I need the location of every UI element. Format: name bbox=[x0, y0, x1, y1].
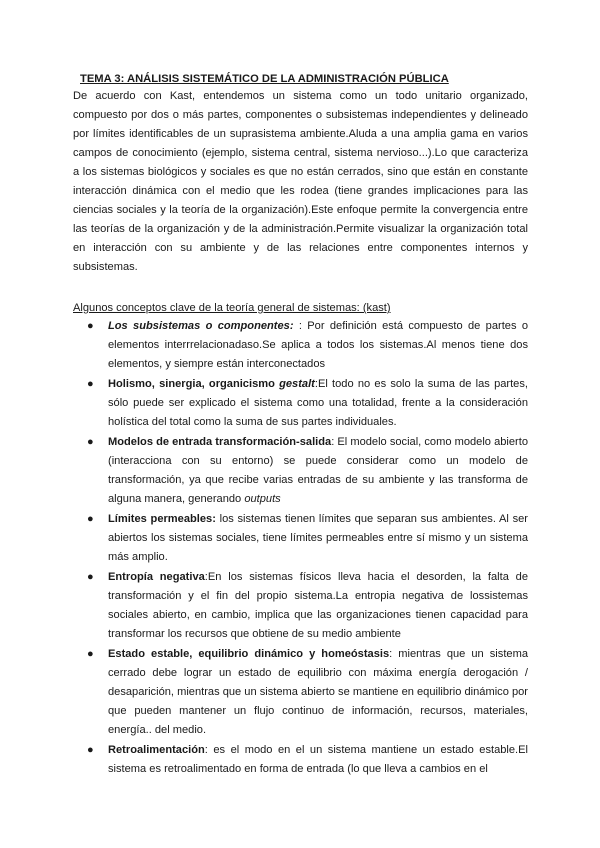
bullet-icon: ● bbox=[87, 744, 94, 756]
concept-term: Holismo, sinergia, organicismo bbox=[108, 378, 280, 390]
list-item bbox=[87, 645, 528, 740]
concept-text: : El modelo social, como modelo abierto (interacciona con su entorno) se puede considerar como un modelo de transformación, ya que recibe varias entradas de su ambiente y las transforma de alguna manera, generando bbox=[108, 436, 528, 505]
concept-text: :El todo no es solo la suma de las partes, sólo puede ser explicado el sistema como una totalidad, frente a la consideración holística del total como la suma de sus partes individuales. bbox=[108, 378, 528, 428]
bullet-icon: ● bbox=[87, 571, 94, 583]
page-title: TEMA 3: ANÁLISIS SISTEMÁTICO DE LA ADMINISTRACIÓN PÚBLICA bbox=[80, 73, 449, 85]
list-item bbox=[87, 317, 528, 374]
concept-text: : mientras que un sistema cerrado debe lograr un estado de equilibrio con máxima energía derogación / desaparición, mientras que un sistema abierto se mantiene en equilibrio dinámico por que pueden mantener un flujo continuo de información, recursos, materiales, energía.. del medio. bbox=[108, 648, 528, 736]
bullet-icon: ● bbox=[87, 378, 94, 390]
concepts-heading: Algunos conceptos clave de la teoría general de sistemas: (kast) bbox=[73, 302, 391, 314]
bullet-icon: ● bbox=[87, 320, 94, 332]
concept-term: Estado estable, equilibrio dinámico y homeóstasis bbox=[108, 648, 390, 660]
bullet-icon: ● bbox=[87, 648, 94, 660]
concept-term: Entropía negativa bbox=[108, 571, 205, 583]
concept-term-italic: gestalt bbox=[279, 378, 315, 390]
concept-term: Los subsistemas o componentes: bbox=[108, 320, 294, 332]
concept-text: los sistemas tienen límites que separan sus ambientes. Al ser abiertos los sistemas sociales, tiene límites permeables entre sí mismo y un sistema más amplio. bbox=[108, 513, 528, 563]
list-item bbox=[87, 375, 528, 432]
bullet-icon: ● bbox=[87, 436, 94, 448]
concepts-list bbox=[87, 317, 528, 780]
concept-text: : es el modo en el un sistema mantiene un estado estable.El sistema es retroalimentado en forma de entrada (lo que lleva a cambios en el bbox=[108, 744, 528, 775]
concept-text: :En los sistemas físicos lleva hacia el desorden, la falta de transformación y el fin del propio sistema.La entropia negativa de lossistemas sociales abierto, en cambio, implica que las organizaciones tienen capacidad para transformar los recursos que obtiene de su medio ambiente bbox=[108, 571, 528, 640]
concept-term: Retroalimentación bbox=[108, 744, 205, 756]
list-item bbox=[87, 510, 528, 567]
list-item bbox=[87, 433, 528, 509]
concept-text: : Por definición está compuesto de partes o elementos interrrelacionadaso.Se aplica a todos los sistemas.Al menos tiene dos elementos, y siempre están interconectados bbox=[108, 320, 528, 370]
bullet-icon: ● bbox=[87, 513, 94, 525]
concept-term: Límites permeables: bbox=[108, 513, 216, 525]
list-item bbox=[87, 741, 528, 779]
list-item bbox=[87, 568, 528, 644]
concept-term: Modelos de entrada transformación-salida bbox=[108, 436, 332, 448]
concept-text-italic: outputs bbox=[244, 493, 281, 505]
intro-paragraph: De acuerdo con Kast, entendemos un sistema como un todo unitario organizado, compuesto por dos o más partes, componentes o subsistemas independientes y delineado por límites identificables de un suprasistema ambiente.Aluda a una amplia gama en varios campos de conocimiento (ejemplo, sistema central, sistema nervioso...).Lo que caracteriza a los sistemas biológicos y sociales es que no están cerrados, sino que están en constante interacción dinámica con el medio que les rodea (tiene grandes implicaciones para las ciencias sociales y la teoría de la organización).Este enfoque permite la convergencia entre las teorías de la organización y de la administración.Permite visualizar la organización total en interacción con su ambiente y de las relaciones entre componentes internos y subsistemas. bbox=[73, 90, 528, 273]
